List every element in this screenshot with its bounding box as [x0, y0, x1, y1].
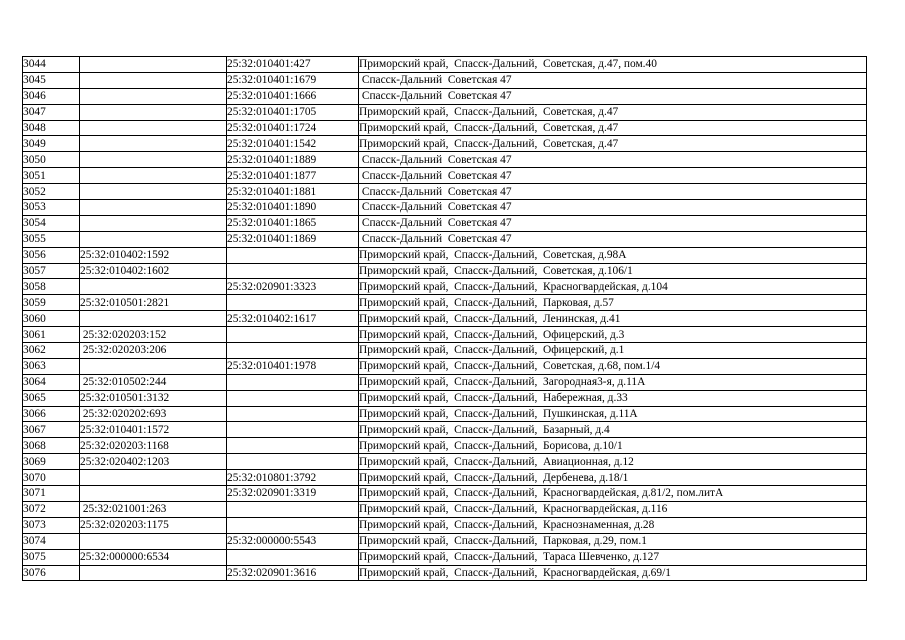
table-row: [23, 263, 867, 279]
cadastral-number-1-cell: [80, 215, 227, 231]
cadastral-number-2-cell: [227, 549, 359, 565]
table-row: [23, 136, 867, 152]
cadastral-table: [22, 56, 867, 581]
cadastral-number-1-cell: [80, 311, 227, 327]
cadastral-number-2-cell: 25:32:020901:3319: [227, 486, 359, 502]
cadastral-number-1-cell: [80, 200, 227, 216]
row-number-cell: 3069: [23, 454, 80, 470]
row-number-cell: 3054: [23, 215, 80, 231]
table-row: [23, 486, 867, 502]
cadastral-number-2-cell: 25:32:010401:1877: [227, 168, 359, 184]
cadastral-number-2-cell: 25:32:020901:3323: [227, 279, 359, 295]
address-cell: Приморский край, Спасск-Дальний, Краснознаменная, д.28: [359, 517, 867, 533]
table-row: [23, 549, 867, 565]
cadastral-number-1-cell: [80, 486, 227, 502]
row-number-cell: 3067: [23, 422, 80, 438]
cadastral-number-2-cell: 25:32:010401:1889: [227, 152, 359, 168]
cadastral-number-1-cell: [80, 168, 227, 184]
row-number-cell: 3058: [23, 279, 80, 295]
address-cell: Спасск-Дальний Советская 47: [359, 168, 867, 184]
address-cell: Приморский край, Спасск-Дальний, Ленинская, д.41: [359, 311, 867, 327]
cadastral-number-1-cell: [80, 231, 227, 247]
cadastral-number-2-cell: [227, 422, 359, 438]
row-number-cell: 3050: [23, 152, 80, 168]
address-cell: Приморский край, Спасск-Дальний, Советская, д.47: [359, 120, 867, 136]
cadastral-number-2-cell: 25:32:010401:1890: [227, 200, 359, 216]
address-cell: Приморский край, Спасск-Дальний, Офицерский, д.3: [359, 327, 867, 343]
table-row: [23, 215, 867, 231]
address-cell: Приморский край, Спасск-Дальний, Советская, д.98А: [359, 247, 867, 263]
cadastral-number-2-cell: 25:32:010401:1679: [227, 72, 359, 88]
cadastral-number-1-cell: 25:32:020402:1203: [80, 454, 227, 470]
cadastral-number-1-cell: [80, 152, 227, 168]
table-row: [23, 311, 867, 327]
cadastral-number-1-cell: 25:32:020203:1168: [80, 438, 227, 454]
table-row: [23, 168, 867, 184]
row-number-cell: 3065: [23, 390, 80, 406]
cadastral-number-2-cell: [227, 327, 359, 343]
table-row: [23, 88, 867, 104]
table-row: [23, 422, 867, 438]
row-number-cell: 3055: [23, 231, 80, 247]
row-number-cell: 3075: [23, 549, 80, 565]
row-number-cell: 3066: [23, 406, 80, 422]
cadastral-number-1-cell: 25:32:010502:244: [80, 374, 227, 390]
cadastral-number-1-cell: [80, 533, 227, 549]
row-number-cell: 3049: [23, 136, 80, 152]
cadastral-number-1-cell: 25:32:020202:693: [80, 406, 227, 422]
address-cell: Приморский край, Спасск-Дальний, Набережная, д.33: [359, 390, 867, 406]
row-number-cell: 3073: [23, 517, 80, 533]
table-row: [23, 517, 867, 533]
cadastral-number-1-cell: [80, 470, 227, 486]
cadastral-number-2-cell: [227, 438, 359, 454]
cadastral-number-2-cell: 25:32:010401:1542: [227, 136, 359, 152]
address-cell: Приморский край, Спасск-Дальний, Советская, д.68, пом.1/4: [359, 358, 867, 374]
address-cell: Приморский край, Спасск-Дальний, Красногвардейская, д.116: [359, 501, 867, 517]
table-row: [23, 454, 867, 470]
cadastral-number-2-cell: [227, 295, 359, 311]
cadastral-number-2-cell: 25:32:010401:1666: [227, 88, 359, 104]
table-row: [23, 533, 867, 549]
cadastral-number-2-cell: [227, 343, 359, 359]
cadastral-number-2-cell: 25:32:010401:1869: [227, 231, 359, 247]
cadastral-number-1-cell: 25:32:020203:152: [80, 327, 227, 343]
cadastral-number-1-cell: [80, 279, 227, 295]
table-row: [23, 247, 867, 263]
table-row: [23, 104, 867, 120]
address-cell: Приморский край, Спасск-Дальний, Пушкинская, д.11А: [359, 406, 867, 422]
cadastral-number-2-cell: [227, 263, 359, 279]
cadastral-number-2-cell: 25:32:010401:1705: [227, 104, 359, 120]
cadastral-number-2-cell: 25:32:010401:427: [227, 57, 359, 73]
cadastral-number-1-cell: 25:32:010401:1572: [80, 422, 227, 438]
address-cell: Спасск-Дальний Советская 47: [359, 72, 867, 88]
address-cell: Приморский край, Спасск-Дальний, Борисова, д.10/1: [359, 438, 867, 454]
table-row: [23, 343, 867, 359]
address-cell: Приморский край, Спасск-Дальний, Советская, д.47: [359, 136, 867, 152]
address-cell: Приморский край, Спасск-Дальний, Советская, д.47, пом.40: [359, 57, 867, 73]
cadastral-number-2-cell: 25:32:010801:3792: [227, 470, 359, 486]
address-cell: Спасск-Дальний Советская 47: [359, 152, 867, 168]
cadastral-number-1-cell: [80, 88, 227, 104]
row-number-cell: 3051: [23, 168, 80, 184]
cadastral-number-1-cell: [80, 565, 227, 581]
table-row: [23, 184, 867, 200]
table-row: [23, 470, 867, 486]
address-cell: Приморский край, Спасск-Дальний, Авиационная, д.12: [359, 454, 867, 470]
address-cell: Приморский край, Спасск-Дальний, Красногвардейская, д.81/2, пом.литА: [359, 486, 867, 502]
cadastral-number-1-cell: 25:32:020203:1175: [80, 517, 227, 533]
row-number-cell: 3056: [23, 247, 80, 263]
cadastral-number-2-cell: [227, 501, 359, 517]
table-row: [23, 295, 867, 311]
cadastral-number-1-cell: 25:32:010501:3132: [80, 390, 227, 406]
row-number-cell: 3074: [23, 533, 80, 549]
address-cell: Приморский край, Спасск-Дальний, Офицерский, д.1: [359, 343, 867, 359]
address-cell: Приморский край, Спасск-Дальний, Базарный, д.4: [359, 422, 867, 438]
cadastral-number-2-cell: [227, 454, 359, 470]
cadastral-number-2-cell: [227, 247, 359, 263]
table-row: [23, 200, 867, 216]
cadastral-number-1-cell: [80, 184, 227, 200]
row-number-cell: 3064: [23, 374, 80, 390]
row-number-cell: 3048: [23, 120, 80, 136]
table-row: [23, 72, 867, 88]
cadastral-number-2-cell: 25:32:000000:5543: [227, 533, 359, 549]
cadastral-number-1-cell: 25:32:010402:1602: [80, 263, 227, 279]
table-row: [23, 374, 867, 390]
address-cell: Приморский край, Спасск-Дальний, Красногвардейская, д.104: [359, 279, 867, 295]
cadastral-number-2-cell: 25:32:010401:1724: [227, 120, 359, 136]
address-cell: Приморский край, Спасск-Дальний, Парковая, д.57: [359, 295, 867, 311]
address-cell: Спасск-Дальний Советская 47: [359, 215, 867, 231]
row-number-cell: 3070: [23, 470, 80, 486]
row-number-cell: 3071: [23, 486, 80, 502]
table-row: [23, 152, 867, 168]
row-number-cell: 3044: [23, 57, 80, 73]
row-number-cell: 3068: [23, 438, 80, 454]
row-number-cell: 3076: [23, 565, 80, 581]
table-row: [23, 565, 867, 581]
cadastral-number-2-cell: 25:32:010401:1865: [227, 215, 359, 231]
table-row: [23, 279, 867, 295]
table-row: [23, 358, 867, 374]
row-number-cell: 3045: [23, 72, 80, 88]
table-row: [23, 327, 867, 343]
row-number-cell: 3046: [23, 88, 80, 104]
cadastral-number-1-cell: 25:32:020203:206: [80, 343, 227, 359]
address-cell: Приморский край, Спасск-Дальний, Парковая, д.29, пом.1: [359, 533, 867, 549]
table-row: [23, 390, 867, 406]
table-row: [23, 120, 867, 136]
cadastral-number-2-cell: 25:32:020901:3616: [227, 565, 359, 581]
cadastral-number-1-cell: [80, 136, 227, 152]
row-number-cell: 3062: [23, 343, 80, 359]
cadastral-number-1-cell: 25:32:000000:6534: [80, 549, 227, 565]
address-cell: Спасск-Дальний Советская 47: [359, 184, 867, 200]
table-row: [23, 231, 867, 247]
cadastral-number-1-cell: [80, 104, 227, 120]
row-number-cell: 3057: [23, 263, 80, 279]
table-body: [23, 57, 867, 581]
address-cell: Спасск-Дальний Советская 47: [359, 200, 867, 216]
address-cell: Приморский край, Спасск-Дальний, Советская, д.47: [359, 104, 867, 120]
row-number-cell: 3061: [23, 327, 80, 343]
table-row: [23, 438, 867, 454]
address-cell: Спасск-Дальний Советская 47: [359, 231, 867, 247]
row-number-cell: 3052: [23, 184, 80, 200]
row-number-cell: 3063: [23, 358, 80, 374]
row-number-cell: 3047: [23, 104, 80, 120]
address-cell: Спасск-Дальний Советская 47: [359, 88, 867, 104]
cadastral-number-1-cell: 25:32:010402:1592: [80, 247, 227, 263]
cadastral-number-2-cell: [227, 390, 359, 406]
row-number-cell: 3060: [23, 311, 80, 327]
cadastral-number-1-cell: 25:32:021001:263: [80, 501, 227, 517]
address-cell: Приморский край, Спасск-Дальний, Тараса Шевченко, д.127: [359, 549, 867, 565]
cadastral-number-2-cell: [227, 517, 359, 533]
cadastral-number-1-cell: [80, 120, 227, 136]
cadastral-number-1-cell: [80, 57, 227, 73]
address-cell: Приморский край, Спасск-Дальний, Красногвардейская, д.69/1: [359, 565, 867, 581]
table-row: [23, 57, 867, 73]
address-cell: Приморский край, Спасск-Дальний, Загородная3-я, д.11А: [359, 374, 867, 390]
row-number-cell: 3053: [23, 200, 80, 216]
cadastral-number-2-cell: [227, 406, 359, 422]
row-number-cell: 3059: [23, 295, 80, 311]
cadastral-number-1-cell: [80, 358, 227, 374]
row-number-cell: 3072: [23, 501, 80, 517]
address-cell: Приморский край, Спасск-Дальний, Советская, д.106/1: [359, 263, 867, 279]
table-row: [23, 501, 867, 517]
cadastral-number-1-cell: [80, 72, 227, 88]
address-cell: Приморский край, Спасск-Дальний, Дербенева, д.18/1: [359, 470, 867, 486]
cadastral-number-1-cell: 25:32:010501:2821: [80, 295, 227, 311]
cadastral-number-2-cell: [227, 374, 359, 390]
cadastral-number-2-cell: 25:32:010401:1881: [227, 184, 359, 200]
table-row: [23, 406, 867, 422]
cadastral-number-2-cell: 25:32:010401:1978: [227, 358, 359, 374]
cadastral-number-2-cell: 25:32:010402:1617: [227, 311, 359, 327]
